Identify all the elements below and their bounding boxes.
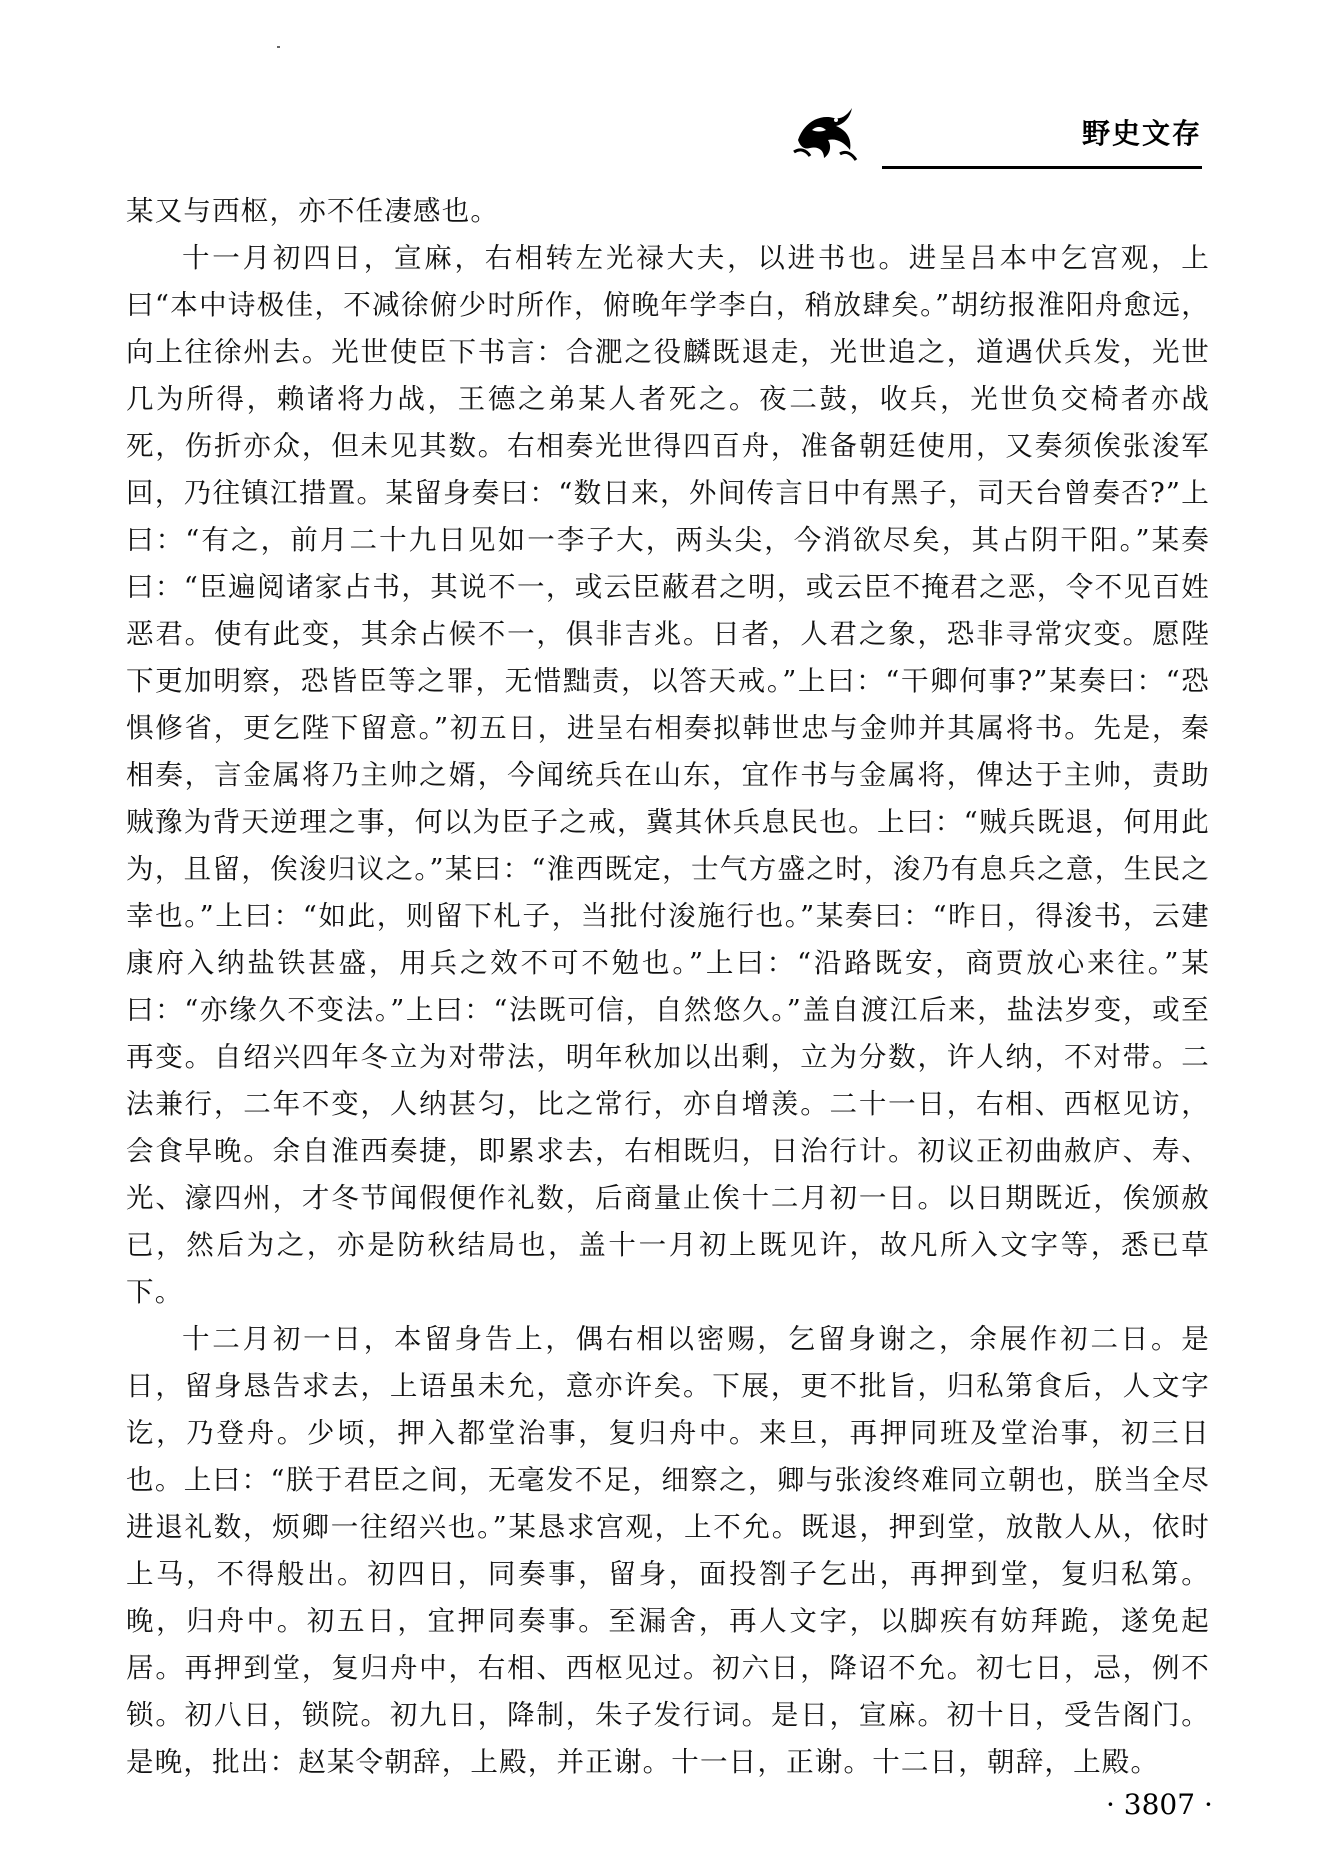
paragraph-eleventh-month: 十一月初四日，宣麻，右相转左光禄大夫，以进书也。进呈吕本中乞宫观，上曰“本中诗极佳，不减徐俯少时所作，俯晚年学李白，稍放肆矣。”胡纺报淮阳舟愈远，向上往徐州去。光世使臣下书言：合淝之役麟既退走，光世追之，道遇伏兵发，光世几为所得，赖诸将力战，王德之弟某人者死之。夜二鼓，收兵，光世负交椅者亦战死，伤折亦众，但未见其数。右相奏光世得四百舟，准备朝廷使用，又奏须俟张浚军回，乃往镇江措置。某留身奏曰：“数日来，外间传言日中有黑子，司天台曾奏否?”上曰：“有之，前月二十九日见如一李子大，两头尖，今消欲尽矣，其占阴干阳。”某奏曰：“臣遍阅诸家占书，其说不一，或云臣蔽君之明，或云臣不掩君之恶，令不见百姓恶君。使有此变，其余占候不一，俱非吉兆。日者，人君之象，恐非寻常灾变。愿陛下更加明察，恐皆臣等之罪，无惜黜责，以答天戒。”上曰：“干卿何事?”某奏曰：“恐惧修省，更乞陛下留意。”初五日，进呈右相奏拟韩世忠与金帅并其属将书。先是，秦相奏，言金属将乃主帅之婿，今闻统兵在山东，宜作书与金属将，俾达于主帅，责助贼豫为背天逆理之事，何以为臣子之戒，冀其休兵息民也。上曰：“贼兵既退，何用此为，且留，俟浚归议之。”某曰：“淮西既定，士气方盛之时，浚乃有息兵之意，生民之幸也。”上曰：“如此，则留下札子，当批付浚施行也。”某奏曰：“昨日，得浚书，云建康府入纳盐铁甚盛，用兵之效不可不勉也。”上曰：“沿路既安，商贾放心来往。”某曰：“亦缘久不变法。”上曰：“法既可信，自然悠久。”盖自渡江后来，盐法岁变，或至再变。自绍兴四年冬立为对带法，明年秋加以出剩，立为分数，许人纳，不对带。二法兼行，二年不变，人纳甚匀，比之常行，亦自增羡。二十一日，右相、西枢见访，会食早晚。余自淮西奏捷，即累求去，右相既归，日治行计。初议正初曲赦庐、寿、光、濠四州，才冬节闻假便作礼数，后商量止俟十二月初一日。以日期既近，俟颁赦已，然后为之，亦是防秋结局也，盖十一月初上既见许，故凡所入文字等，悉已草下。 <box>126 242 1210 1308</box>
series-title: 野史文存 <box>1081 117 1202 150</box>
dragon-emblem-icon <box>790 100 860 164</box>
page-number: · 3807 · <box>1106 1788 1213 1821</box>
paragraph-twelfth-month: 十二月初一日，本留身告上，偶右相以密赐，乞留身谢之，余展作初二日。是日，留身恳告求去，上语虽未允，意亦许矣。下展，更不批旨，归私第食后，人文字讫，乃登舟。少顷，押入都堂治事，复归舟中。来旦，再押同班及堂治事，初三日也。上曰：“朕于君臣之间，无毫发不足，细察之，卿与张浚终难同立朝也，朕当全尽进退礼数，烦卿一往绍兴也。”某恳求宫观，上不允。既退，押到堂，放散人从，依时上马，不得般出。初四日，同奏事，留身，面投劄子乞出，再押到堂，复归私第。晚，归舟中。初五日，宜押同奏事。至漏舍，再人文字，以脚疾有妨拜跪，遂免起居。再押到堂，复归舟中，右相、西枢见过。初六日，降诏不允。初七日，忌，例不锁。初八日，锁院。初九日，降制，朱子发行词。是日，宣麻。初十日，受告阁门。是晚，批出：赵某令朝辞，上殿，并正谢。十一日，正谢。十二日，朝辞，上殿。 <box>126 1323 1210 1778</box>
header-rule <box>882 166 1202 169</box>
main-text <box>126 188 1210 1786</box>
running-header <box>790 100 1210 170</box>
paragraph-continuation: 某又与西枢，亦不任凄感也。 <box>126 195 500 227</box>
scan-speck <box>277 46 280 48</box>
